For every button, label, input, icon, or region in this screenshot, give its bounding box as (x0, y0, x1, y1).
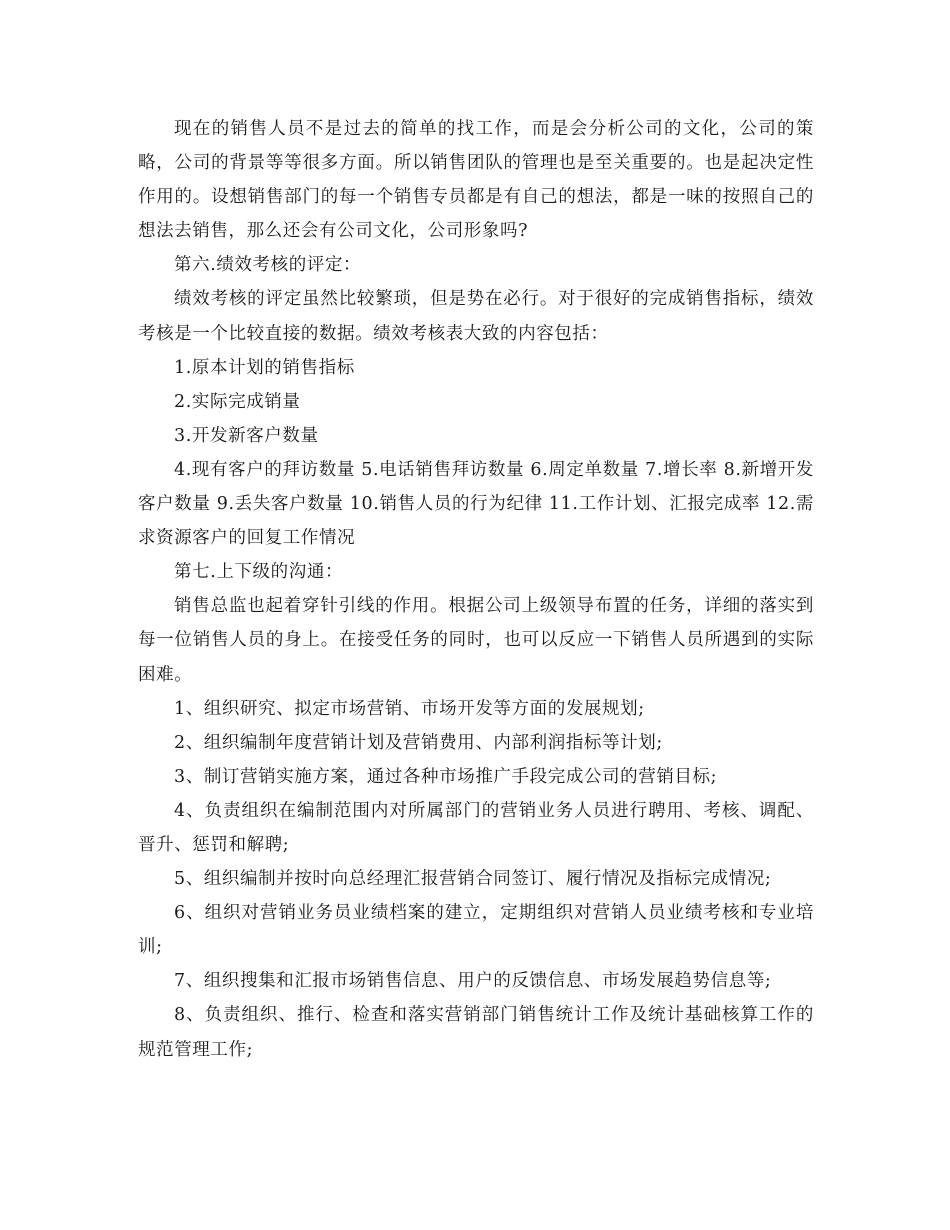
heading-section-6: 第六.绩效考核的评定： (174, 255, 362, 276)
duty-item-5: 5、组织编制并按时向总经理汇报营销合同签订、履行情况及指标完成情况; (174, 869, 772, 890)
duty-item-7: 7、组织搜集和汇报市场销售信息、用户的反馈信息、市场发展趋势信息等; (174, 971, 772, 992)
list-item-4-to-12: 4.现有客户的拜访数量 5.电话销售拜访数量 6.周定单数量 7.增长率 8.新增开发客户数量 9.丢失客户数量 10.销售人员的行为纪律 11.工作计划、汇报完成率 12.需求资源客户的回复工作情况 (138, 459, 814, 549)
document-body (138, 112, 814, 1067)
list-item-1: 1.原本计划的销售指标 (174, 357, 355, 378)
duty-item-3: 3、制订营销实施方案，通过各种市场推广手段完成公司的营销目标; (174, 766, 718, 787)
duty-item-6: 6、组织对营销业务员业绩档案的建立，定期组织对营销人员业绩考核和专业培训; (138, 903, 814, 958)
duty-item-2: 2、组织编制年度营销计划及营销费用、内部利润指标等计划; (174, 732, 663, 753)
list-item-2: 2.实际完成销量 (174, 391, 301, 412)
duty-item-8: 8、负责组织、推行、检查和落实营销部门销售统计工作及统计基础核算工作的规范管理工作; (138, 1005, 814, 1060)
list-item-3: 3.开发新客户数量 (174, 425, 319, 446)
duty-item-1: 1、组织研究、拟定市场营销、市场开发等方面的发展规划; (174, 698, 645, 719)
paragraph-intro: 现在的销售人员不是过去的简单的找工作，而是会分析公司的文化，公司的策略，公司的背景等等很多方面。所以销售团队的管理也是至关重要的。也是起决定性作用的。设想销售部门的每一个销售专员都是有自己的想法，都是一味的按照自己的想法去销售，那么还会有公司文化，公司形象吗? (138, 119, 814, 242)
paragraph-communication: 销售总监也起着穿针引线的作用。根据公司上级领导布置的任务，详细的落实到每一位销售人员的身上。在接受任务的同时，也可以反应一下销售人员所遇到的实际困难。 (138, 596, 814, 685)
duty-item-4: 4、负责组织在编制范围内对所属部门的营销业务人员进行聘用、考核、调配、晋升、惩罚和解聘; (138, 800, 814, 855)
heading-section-7: 第七.上下级的沟通： (174, 562, 344, 583)
paragraph-performance: 绩效考核的评定虽然比较繁琐，但是势在必行。对于很好的完成销售指标，绩效考核是一个比较直接的数据。绩效考核表大致的内容包括： (138, 289, 814, 344)
